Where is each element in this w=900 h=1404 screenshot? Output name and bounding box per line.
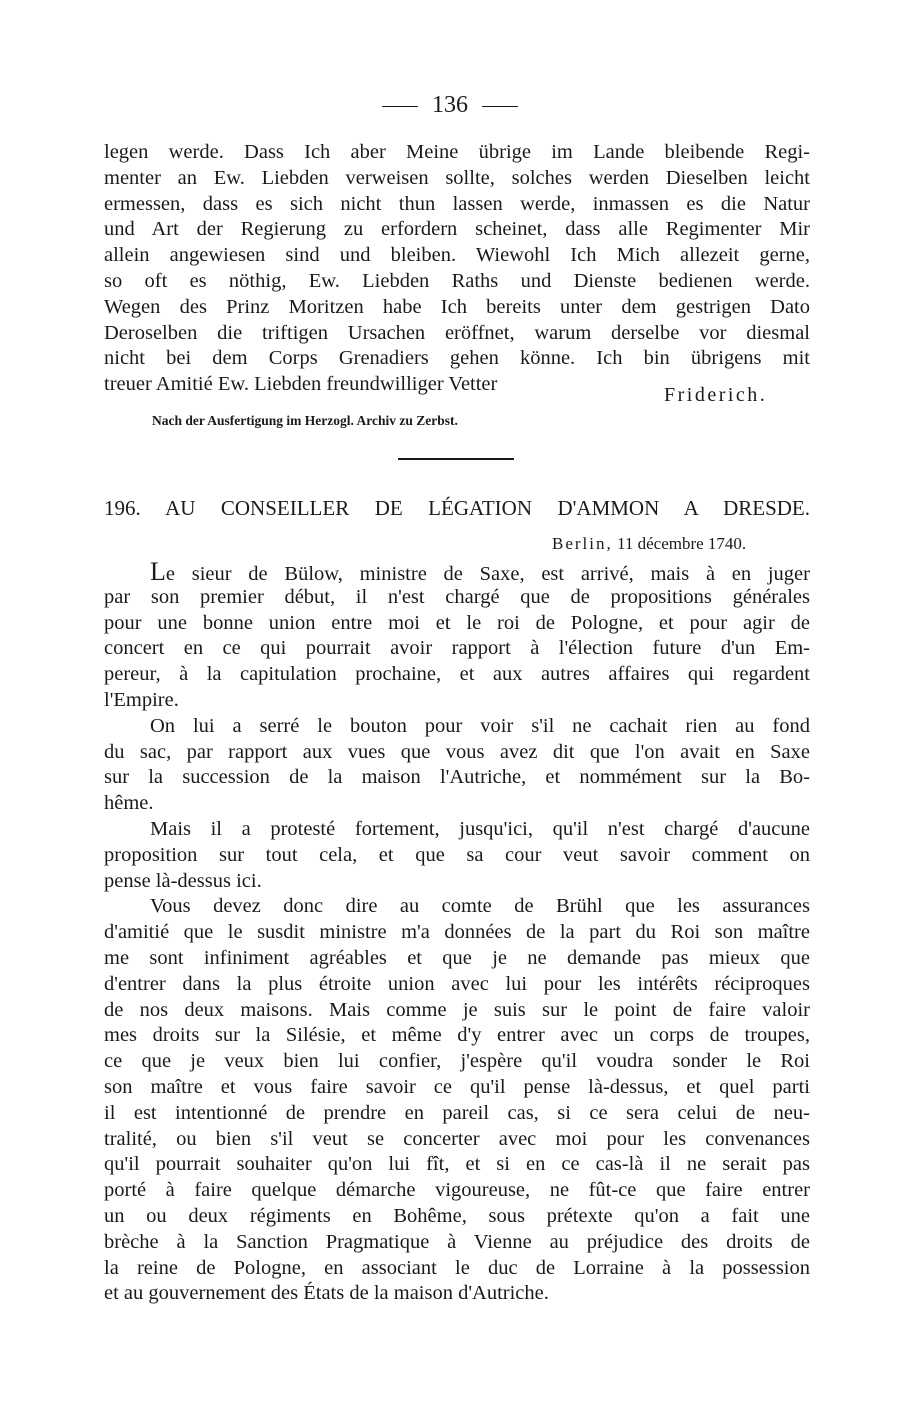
page-number [0, 90, 900, 120]
text-line: pour une bonne union entre moi et le roi de Pologne, et pour agir de [104, 611, 810, 634]
text-line: On lui a serré le bouton pour voir s'il ne cachait rien au fond [150, 714, 810, 737]
text-line: legen werde. Dass Ich aber Meine übrige im Lande bleibende Regi- [104, 141, 810, 163]
source-note: Nach der Ausfertigung im Herzogl. Archiv zu Zerbst. [152, 413, 458, 428]
text-line: pereur, à la capitulation prochaine, et aux autres affaires qui regardent [104, 663, 810, 686]
letter-body [104, 559, 810, 1307]
text-line: und Art der Regierung zu erfordern scheinet, dass alle Regimenter Mir [104, 218, 810, 241]
text-line: de nos deux maisons. Mais comme je suis sur le point de faire valoir [104, 998, 810, 1021]
signature: Friderich. [664, 384, 768, 407]
text-line: menter an Ew. Liebden verweisen sollte, solches werden Dieselben leicht [104, 166, 810, 189]
text-line: l'Empire. [104, 688, 179, 711]
letter-heading: 196. AU CONSEILLER DE LÉGATION D'AMMON A DRESDE. [104, 496, 810, 520]
text-line: il est intentionné de prendre en pareil cas, si ce sera celui de neu- [104, 1101, 810, 1124]
text-line: Vous devez donc dire au comte de Brühl que les assurances [150, 895, 810, 918]
text-line: et au gouvernement des États de la maison d'Autriche. [104, 1282, 549, 1305]
page-number-dash-right [482, 106, 518, 107]
text-line: allein angewiesen sind und bleiben. Wiewohl Ich Mich allezeit gerne, [104, 244, 810, 267]
text-line: ermessen, dass es sich nicht thun lassen werde, inmassen es die Natur [104, 192, 810, 215]
text-line: son maître et vous faire savoir ce qu'il pense là-dessus, et quel parti [104, 1075, 810, 1098]
dateline [552, 533, 746, 555]
text-line: porté à faire quelque démarche vigoureuse, ne fût-ce que faire entrer [104, 1179, 810, 1202]
text-line: la reine de Pologne, en associant le duc de Lorraine à la possession [104, 1256, 810, 1279]
text-line: so oft es nöthig, Ew. Liebden Raths und Dienste bedienen werde. [104, 269, 810, 292]
closing-line: treuer Amitié Ew. Liebden freundwilliger Vetter [104, 373, 498, 396]
text-line: d'amitié que le susdit ministre m'a données de la part du Roi son maître [104, 921, 810, 944]
text-line: par son premier début, il n'est chargé que de propositions générales [104, 585, 810, 608]
text-line: hême. [104, 792, 154, 815]
drop-initial: L [150, 557, 166, 586]
text-line: proposition sur tout cela, et que sa cour veut savoir comment on [104, 843, 810, 866]
text-line: sur la succession de la maison l'Autriche, et nommément sur la Bo- [104, 766, 810, 789]
text-line: Wegen des Prinz Moritzen habe Ich bereits unter dem gestrigen Dato [104, 295, 810, 318]
section-divider [398, 458, 514, 460]
text-line: nicht bei dem Corps Grenadiers gehen könne. Ich bin übrigens mit [104, 347, 810, 370]
text-line: d'entrer dans la plus étroite union avec lui pour les intérêts réciproques [104, 972, 810, 995]
text-line-first [104, 559, 810, 585]
text-line: brèche à la Sanction Pragmatique à Vienne au préjudice des droits de [104, 1230, 810, 1253]
text-line: tralité, ou bien s'il veut se concerter avec moi pour les convenances [104, 1127, 810, 1150]
text-line: ce que je veux bien lui confier, j'espère qu'il voudra sonder le Roi [104, 1050, 810, 1073]
text-line: concert en ce qui pourrait avoir rapport à l'élection future d'un Em- [104, 637, 810, 660]
text-line: Mais il a protesté fortement, jusqu'ici, qu'il n'est chargé d'aucune [150, 817, 810, 840]
page-number-value: 136 [432, 92, 468, 118]
closing-row [104, 372, 810, 407]
text-line: Deroselben die triftigen Ursachen eröffnet, warum derselbe vor diesmal [104, 321, 810, 344]
first-line-rest: e sieur de Bülow, ministre de Saxe, est arrivé, mais à en juger [165, 563, 810, 585]
text-line: mes droits sur la Silésie, et même d'y entrer avec un corps de troupes, [104, 1024, 810, 1047]
text-line: du sac, par rapport aux vues que vous avez dit que l'on avait en Saxe [104, 740, 810, 763]
previous-letter-body [104, 140, 810, 407]
page-number-dash-left [382, 106, 418, 107]
dateline-date: 11 décembre 1740. [617, 534, 747, 553]
text-line: un ou deux régiments en Bohême, sous prétexte qu'on a fait une [104, 1204, 810, 1227]
text-line: pense là-dessus ici. [104, 869, 262, 892]
text-line: qu'il pourrait souhaiter qu'on lui fît, et si en ce cas-là il ne serait pas [104, 1153, 810, 1176]
dateline-place: Berlin, [552, 534, 613, 553]
text-line: me sont infiniment agréables et que je ne demande pas mieux que [104, 946, 810, 969]
